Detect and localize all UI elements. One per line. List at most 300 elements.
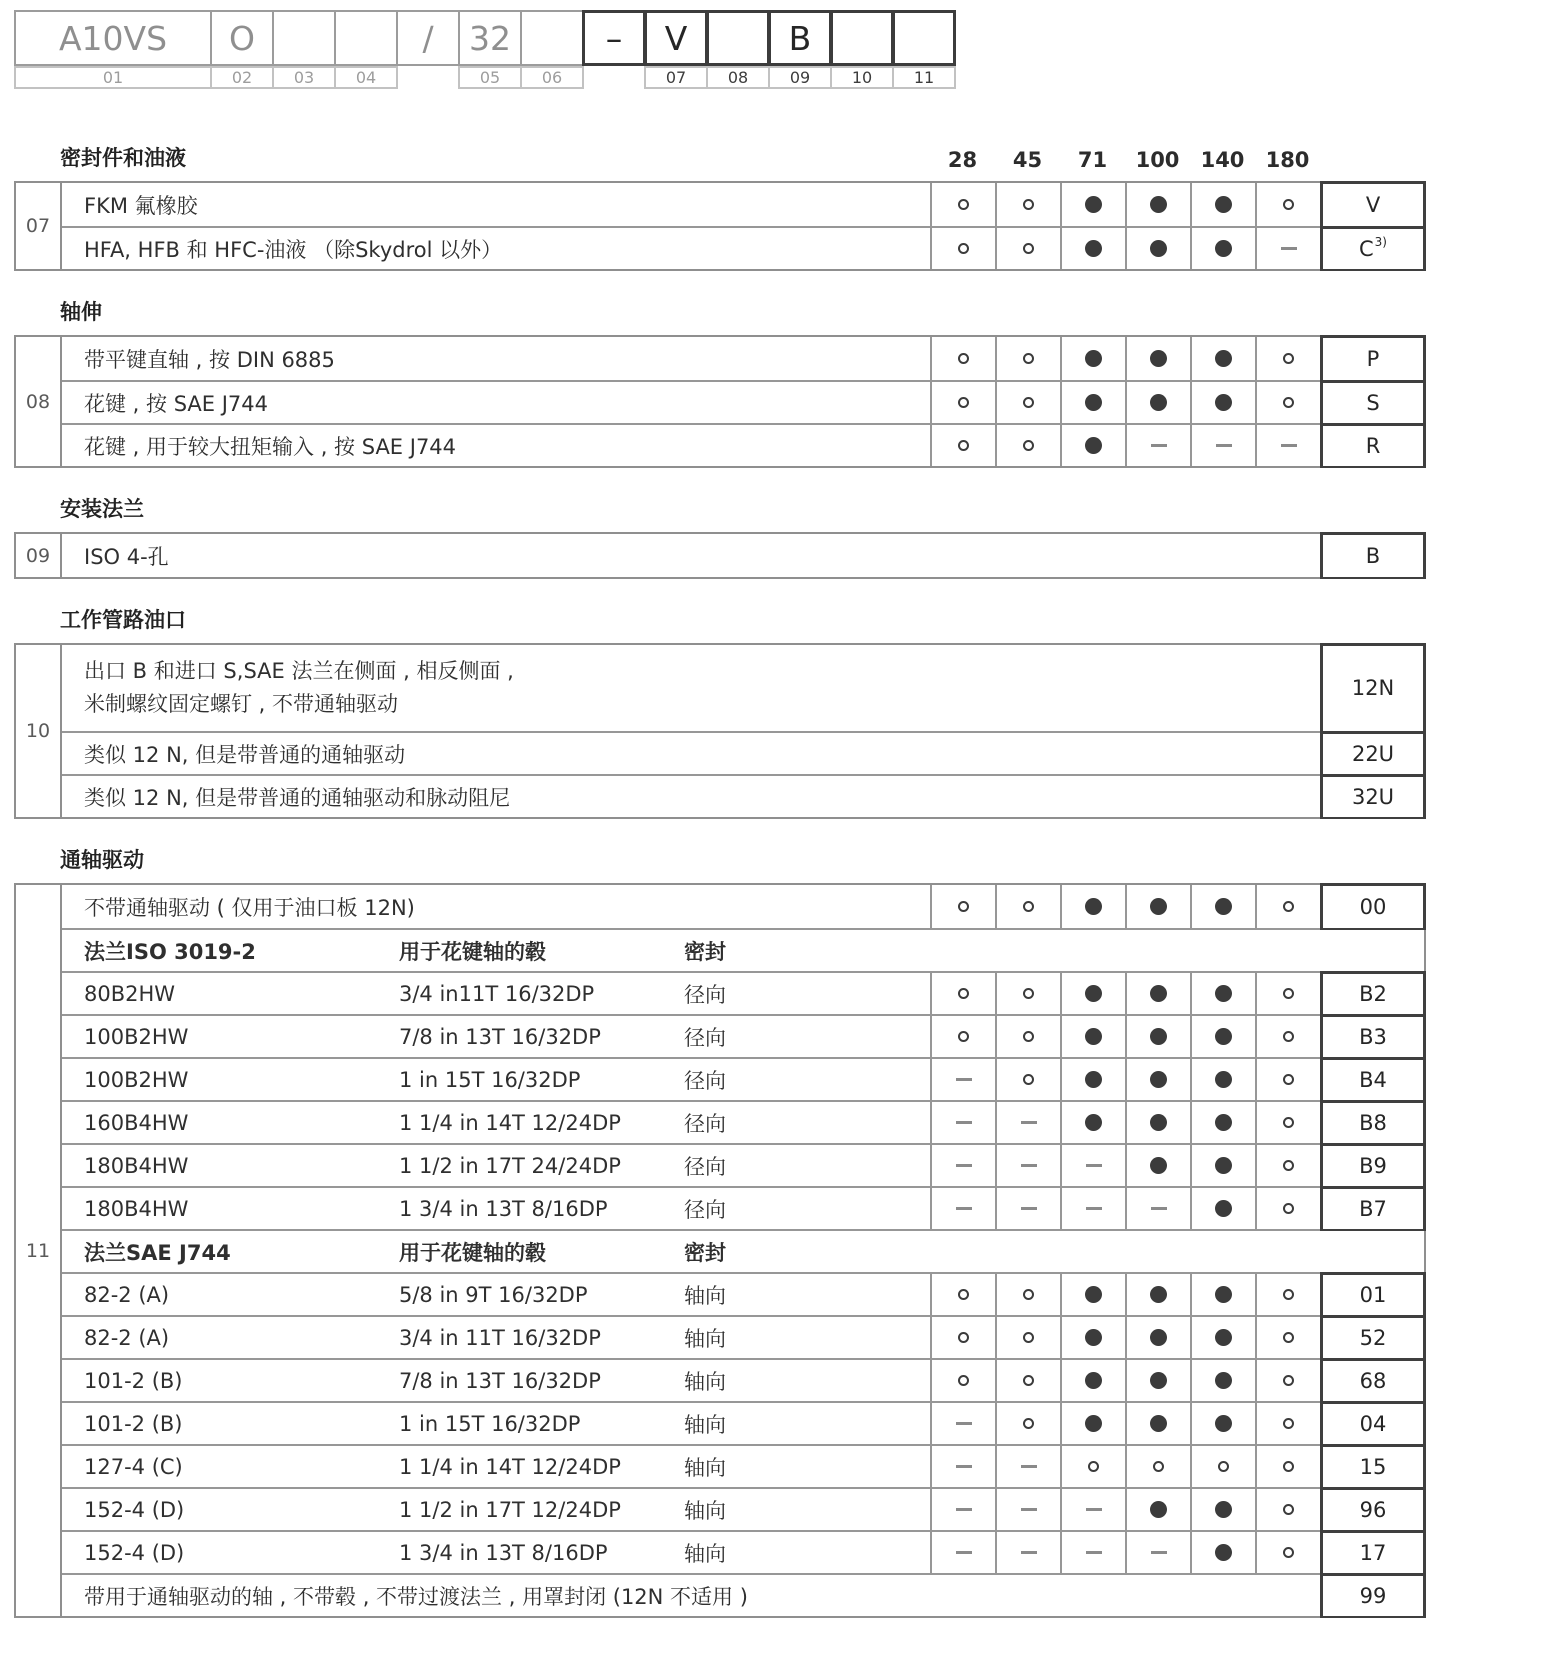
availability-cell <box>1190 382 1255 423</box>
availability-cell <box>930 1274 995 1315</box>
availability-cell <box>1125 337 1190 380</box>
filled-circle-icon <box>1085 1329 1102 1346</box>
code-cell <box>1320 1274 1426 1315</box>
section-title: 通轴驱动 <box>60 848 144 872</box>
availability-cell <box>1190 1317 1255 1358</box>
code-cell <box>1320 776 1426 817</box>
dash-icon <box>1021 1551 1037 1554</box>
availability-cell <box>930 1016 995 1057</box>
model-code-cell: – <box>582 10 646 66</box>
table-row <box>62 337 1424 380</box>
model-code-cell <box>520 10 584 66</box>
model-code-position-number: 07 <box>644 66 708 89</box>
availability-cell <box>930 337 995 380</box>
open-circle-icon <box>958 1289 969 1300</box>
availability-cell <box>995 1446 1060 1487</box>
filled-circle-icon <box>1215 240 1232 257</box>
availability-cell <box>1125 1446 1190 1487</box>
availability-cell <box>930 1360 995 1401</box>
availability-cell <box>995 1317 1060 1358</box>
availability-cell <box>1125 183 1190 226</box>
position-label: 11 <box>16 885 62 1616</box>
flange-column: 101-2 (B) <box>84 1368 183 1393</box>
dash-icon <box>956 1551 972 1554</box>
availability-cell <box>1060 382 1125 423</box>
model-code-position-number: 10 <box>830 66 894 89</box>
code-cell <box>1320 1403 1426 1444</box>
dash-icon <box>956 1465 972 1468</box>
availability-cell <box>1125 1016 1190 1057</box>
availability-cell <box>930 1188 995 1229</box>
code-text: 32U <box>1351 784 1395 809</box>
availability-cell <box>930 1532 995 1573</box>
code-cell <box>1320 1059 1426 1100</box>
flange-column: 法兰SAE J744 <box>84 1240 231 1265</box>
availability-cell <box>1190 425 1255 466</box>
table-row <box>62 423 1424 466</box>
seal-column: 轴向 <box>684 1455 726 1480</box>
size-column-header: 140 <box>1200 148 1245 172</box>
open-circle-icon <box>1283 1504 1294 1515</box>
flange-column: 80B2HW <box>84 981 176 1006</box>
flange-column: 180B4HW <box>84 1196 189 1221</box>
availability-cell <box>930 1102 995 1143</box>
hub-column: 5/8 in 9T 16/32DP <box>399 1282 588 1307</box>
filled-circle-icon <box>1150 1071 1167 1088</box>
code-text: B3 <box>1359 1024 1387 1049</box>
availability-cell <box>1125 885 1190 928</box>
code-text: 22U <box>1351 741 1395 766</box>
dash-icon <box>1151 1551 1167 1554</box>
availability-cell <box>1255 1532 1320 1573</box>
availability-cell <box>1125 1145 1190 1186</box>
availability-cell <box>1255 1446 1320 1487</box>
table-row <box>62 183 1424 226</box>
seal-column: 轴向 <box>684 1498 726 1523</box>
row-description: 花键 , 用于较大扭矩输入 , 按 SAE J744 <box>84 434 457 459</box>
code-cell <box>1320 382 1426 423</box>
availability-cell <box>1125 1360 1190 1401</box>
availability-cell <box>1255 973 1320 1014</box>
seal-column: 轴向 <box>684 1541 726 1566</box>
description-line: 出口 B 和进口 S,SAE 法兰在侧面 , 相反侧面 , <box>84 659 514 684</box>
dash-icon <box>1021 1207 1037 1210</box>
row-description: 不带通轴驱动 ( 仅用于油口板 12N) <box>84 895 415 920</box>
code-text: 99 <box>1359 1583 1387 1608</box>
code-text: 01 <box>1359 1282 1387 1307</box>
section-09 <box>14 496 1544 579</box>
seal-column: 径向 <box>684 1197 726 1222</box>
open-circle-icon <box>958 243 969 254</box>
seal-column: 密封 <box>684 1240 726 1265</box>
ordering-table <box>14 181 1426 271</box>
ordering-table <box>14 335 1426 468</box>
availability-cell <box>1190 1274 1255 1315</box>
availability-cell <box>1255 228 1320 269</box>
open-circle-icon <box>1283 397 1294 408</box>
flange-column: 101-2 (B) <box>84 1411 183 1436</box>
code-cell <box>1320 885 1426 928</box>
open-circle-icon <box>958 988 969 999</box>
availability-cell <box>995 228 1060 269</box>
availability-cell <box>1190 973 1255 1014</box>
code-cell <box>1320 1016 1426 1057</box>
table-row <box>62 1014 1424 1057</box>
hub-column: 1 3/4 in 13T 8/16DP <box>399 1540 608 1565</box>
table-row <box>62 1530 1424 1573</box>
filled-circle-icon <box>1215 1286 1232 1303</box>
open-circle-icon <box>958 1031 969 1042</box>
open-circle-icon <box>1283 1418 1294 1429</box>
dash-icon <box>1086 1508 1102 1511</box>
dash-icon <box>1086 1207 1102 1210</box>
open-circle-icon <box>958 397 969 408</box>
availability-cell <box>930 1145 995 1186</box>
model-code-position-number: 06 <box>520 66 584 89</box>
filled-circle-icon <box>1085 1114 1102 1131</box>
availability-cell <box>1060 1016 1125 1057</box>
size-column-header: 28 <box>947 148 978 172</box>
open-circle-icon <box>1023 1289 1034 1300</box>
filled-circle-icon <box>1150 1501 1167 1518</box>
availability-cell <box>930 183 995 226</box>
availability-cell <box>930 228 995 269</box>
section-08 <box>14 299 1544 468</box>
table-row <box>62 645 1424 731</box>
hub-column: 用于花键轴的毂 <box>399 939 546 964</box>
code-cell <box>1320 425 1426 466</box>
flange-column: 82-2 (A) <box>84 1282 170 1307</box>
filled-circle-icon <box>1150 1415 1167 1432</box>
model-code-cell: O <box>210 10 274 66</box>
filled-circle-icon <box>1085 985 1102 1002</box>
code-text: C <box>1359 236 1374 261</box>
availability-cell <box>995 1059 1060 1100</box>
code-cell <box>1320 1360 1426 1401</box>
availability-cell <box>930 885 995 928</box>
code-text: B4 <box>1359 1067 1387 1092</box>
model-code-position-number: 02 <box>210 66 274 89</box>
availability-cell <box>1190 1188 1255 1229</box>
model-code-position-number: 03 <box>272 66 336 89</box>
filled-circle-icon <box>1215 196 1232 213</box>
dash-icon <box>1086 1551 1102 1554</box>
filled-circle-icon <box>1215 1071 1232 1088</box>
availability-cell <box>995 885 1060 928</box>
availability-cell <box>1255 1360 1320 1401</box>
availability-cell <box>1190 228 1255 269</box>
hub-column: 1 1/2 in 17T 24/24DP <box>399 1153 621 1178</box>
availability-cell <box>930 425 995 466</box>
availability-cell <box>995 1188 1060 1229</box>
filled-circle-icon <box>1085 898 1102 915</box>
code-text: R <box>1365 433 1381 458</box>
section-title: 密封件和油液 <box>60 146 186 170</box>
row-description: 类似 12 N, 但是带普通的通轴驱动和脉动阻尼 <box>84 785 511 810</box>
availability-cell <box>1190 1145 1255 1186</box>
hub-column: 3/4 in11T 16/32DP <box>399 981 595 1006</box>
filled-circle-icon <box>1215 1501 1232 1518</box>
ordering-table <box>14 532 1426 579</box>
flange-column: 152-4 (D) <box>84 1540 185 1565</box>
open-circle-icon <box>1153 1461 1164 1472</box>
model-code-position-number: 01 <box>14 66 212 89</box>
code-text: B9 <box>1359 1153 1387 1178</box>
availability-cell <box>1190 1489 1255 1530</box>
table-row <box>62 1100 1424 1143</box>
ordering-table <box>14 643 1426 819</box>
open-circle-icon <box>1283 1332 1294 1343</box>
code-cell <box>1320 1188 1426 1229</box>
filled-circle-icon <box>1215 1114 1232 1131</box>
availability-cell <box>1255 1145 1320 1186</box>
section-title: 轴伸 <box>60 300 102 324</box>
table-row <box>62 1143 1424 1186</box>
filled-circle-icon <box>1215 1544 1232 1561</box>
availability-cell <box>1125 1403 1190 1444</box>
table-row <box>62 1444 1424 1487</box>
availability-cell <box>1125 1188 1190 1229</box>
availability-cell <box>1125 1489 1190 1530</box>
seal-column: 径向 <box>684 1154 726 1179</box>
hub-column: 1 in 15T 16/32DP <box>399 1067 581 1092</box>
availability-cell <box>930 1317 995 1358</box>
code-text: 17 <box>1359 1540 1387 1565</box>
open-circle-icon <box>1283 901 1294 912</box>
table-row <box>62 534 1424 577</box>
model-code-cell: 32 <box>458 10 522 66</box>
section-header <box>14 496 1544 523</box>
flange-column: 100B2HW <box>84 1067 189 1092</box>
availability-cell <box>1060 1274 1125 1315</box>
table-row <box>62 1186 1424 1229</box>
filled-circle-icon <box>1215 985 1232 1002</box>
open-circle-icon <box>1283 1031 1294 1042</box>
availability-cell <box>930 1446 995 1487</box>
code-text: 52 <box>1359 1325 1387 1350</box>
table-row <box>62 1487 1424 1530</box>
availability-cell <box>1125 228 1190 269</box>
availability-cell <box>1060 1489 1125 1530</box>
section-header <box>14 847 1544 874</box>
model-code-cell <box>272 10 336 66</box>
availability-cell <box>1125 382 1190 423</box>
code-text: B2 <box>1359 981 1387 1006</box>
position-label: 09 <box>16 534 62 577</box>
filled-circle-icon <box>1150 985 1167 1002</box>
filled-circle-icon <box>1150 1114 1167 1131</box>
availability-cell <box>930 1489 995 1530</box>
row-description: FKM 氟橡胶 <box>84 193 198 218</box>
position-label: 08 <box>16 337 62 466</box>
availability-cell <box>1125 973 1190 1014</box>
model-code-cell: / <box>396 10 460 66</box>
position-label: 07 <box>16 183 62 269</box>
dash-icon <box>1216 444 1232 447</box>
code-cell <box>1320 733 1426 774</box>
seal-column: 轴向 <box>684 1283 726 1308</box>
availability-cell <box>1060 183 1125 226</box>
availability-cell <box>1255 1317 1320 1358</box>
model-code-cell <box>830 10 894 66</box>
availability-cell <box>995 1489 1060 1530</box>
table-row <box>62 1057 1424 1100</box>
model-code-cell <box>334 10 398 66</box>
availability-cell <box>1255 1188 1320 1229</box>
availability-cell <box>1255 1274 1320 1315</box>
open-circle-icon <box>1283 988 1294 999</box>
section-header <box>14 145 1544 172</box>
table-row <box>62 774 1424 817</box>
availability-cell <box>1255 1489 1320 1530</box>
hub-column: 1 1/2 in 17T 12/24DP <box>399 1497 621 1522</box>
open-circle-icon <box>1023 199 1034 210</box>
code-text: S <box>1366 390 1380 415</box>
filled-circle-icon <box>1085 1028 1102 1045</box>
model-code-position-number: 09 <box>768 66 832 89</box>
dash-icon <box>1086 1164 1102 1167</box>
availability-cell <box>995 1274 1060 1315</box>
filled-circle-icon <box>1150 350 1167 367</box>
model-code-cell: B <box>768 10 832 66</box>
filled-circle-icon <box>1085 240 1102 257</box>
availability-cell <box>1190 1016 1255 1057</box>
availability-cell <box>995 1532 1060 1573</box>
flange-column: 法兰ISO 3019-2 <box>84 939 256 964</box>
dash-icon <box>1021 1164 1037 1167</box>
availability-cell <box>1255 1016 1320 1057</box>
position-label: 10 <box>16 645 62 817</box>
table-row <box>62 1229 1424 1272</box>
code-text: V <box>1365 192 1381 217</box>
hub-column: 3/4 in 11T 16/32DP <box>399 1325 601 1350</box>
seal-column: 密封 <box>684 939 726 964</box>
ordering-table <box>14 883 1426 1618</box>
availability-cell <box>1255 382 1320 423</box>
availability-cell <box>1060 1317 1125 1358</box>
code-text: P <box>1366 346 1380 371</box>
open-circle-icon <box>1283 1203 1294 1214</box>
filled-circle-icon <box>1150 196 1167 213</box>
section-header <box>14 299 1544 326</box>
filled-circle-icon <box>1150 1028 1167 1045</box>
hub-column: 7/8 in 13T 16/32DP <box>399 1368 601 1393</box>
availability-cell <box>1190 885 1255 928</box>
filled-circle-icon <box>1085 350 1102 367</box>
availability-cell <box>1255 425 1320 466</box>
availability-cell <box>1060 1360 1125 1401</box>
availability-cell <box>1060 1446 1125 1487</box>
section-header <box>14 607 1544 634</box>
open-circle-icon <box>958 1375 969 1386</box>
hub-column: 用于花键轴的毂 <box>399 1240 546 1265</box>
flange-column: 152-4 (D) <box>84 1497 185 1522</box>
availability-cell <box>1060 1145 1125 1186</box>
dash-icon <box>1021 1508 1037 1511</box>
filled-circle-icon <box>1150 898 1167 915</box>
description-line: 米制螺纹固定螺钉 , 不带通轴驱动 <box>84 692 399 716</box>
dash-icon <box>1021 1465 1037 1468</box>
table-rows <box>62 534 1424 577</box>
hub-column: 7/8 in 13T 16/32DP <box>399 1024 601 1049</box>
table-rows <box>62 337 1424 466</box>
availability-cell <box>1255 885 1320 928</box>
availability-cell <box>1060 885 1125 928</box>
open-circle-icon <box>1088 1461 1099 1472</box>
availability-cell <box>1255 1059 1320 1100</box>
seal-column: 径向 <box>684 982 726 1007</box>
open-circle-icon <box>1023 1074 1034 1085</box>
size-column-header: 100 <box>1135 148 1180 172</box>
seal-column: 轴向 <box>684 1326 726 1351</box>
seal-column: 轴向 <box>684 1412 726 1437</box>
code-cell <box>1320 1575 1426 1616</box>
open-circle-icon <box>1023 1031 1034 1042</box>
table-row <box>62 1573 1424 1616</box>
code-cell <box>1320 1532 1426 1573</box>
open-circle-icon <box>1283 1289 1294 1300</box>
filled-circle-icon <box>1150 1372 1167 1389</box>
filled-circle-icon <box>1215 1157 1232 1174</box>
availability-cell <box>1190 183 1255 226</box>
availability-cell <box>1255 1403 1320 1444</box>
model-code-position-number <box>582 66 646 89</box>
availability-cell <box>1060 337 1125 380</box>
open-circle-icon <box>1023 988 1034 999</box>
open-circle-icon <box>1023 440 1034 451</box>
open-circle-icon <box>1283 1547 1294 1558</box>
row-description <box>62 645 1320 731</box>
table-row <box>62 731 1424 774</box>
open-circle-icon <box>1283 1160 1294 1171</box>
code-text: 00 <box>1359 894 1387 919</box>
availability-cell <box>995 1360 1060 1401</box>
availability-cell <box>1060 1102 1125 1143</box>
row-description: 带平键直轴 , 按 DIN 6885 <box>84 347 335 372</box>
availability-cell <box>1125 1102 1190 1143</box>
code-cell <box>1320 973 1426 1014</box>
sections-container <box>14 145 1544 1618</box>
row-description: 类似 12 N, 但是带普通的通轴驱动 <box>84 742 406 767</box>
dash-icon <box>956 1121 972 1124</box>
table-row <box>62 226 1424 269</box>
availability-cell <box>1125 1532 1190 1573</box>
code-cell <box>1320 183 1426 226</box>
availability-cell <box>995 382 1060 423</box>
table-row <box>62 1272 1424 1315</box>
dash-icon <box>1281 247 1297 250</box>
availability-cell <box>995 1102 1060 1143</box>
open-circle-icon <box>958 353 969 364</box>
table-row <box>62 1315 1424 1358</box>
open-circle-icon <box>1023 397 1034 408</box>
filled-circle-icon <box>1085 196 1102 213</box>
open-circle-icon <box>1023 353 1034 364</box>
model-code-position-number <box>396 66 460 89</box>
open-circle-icon <box>958 1332 969 1343</box>
code-text: 68 <box>1359 1368 1387 1393</box>
open-circle-icon <box>1283 1117 1294 1128</box>
hub-column: 1 1/4 in 14T 12/24DP <box>399 1110 621 1135</box>
section-title: 安装法兰 <box>60 497 144 521</box>
filled-circle-icon <box>1215 350 1232 367</box>
dash-icon <box>956 1207 972 1210</box>
model-code-position-number: 08 <box>706 66 770 89</box>
availability-cell <box>995 1016 1060 1057</box>
model-code-cell: A10VS <box>14 10 212 66</box>
open-circle-icon <box>1283 1375 1294 1386</box>
open-circle-icon <box>958 199 969 210</box>
